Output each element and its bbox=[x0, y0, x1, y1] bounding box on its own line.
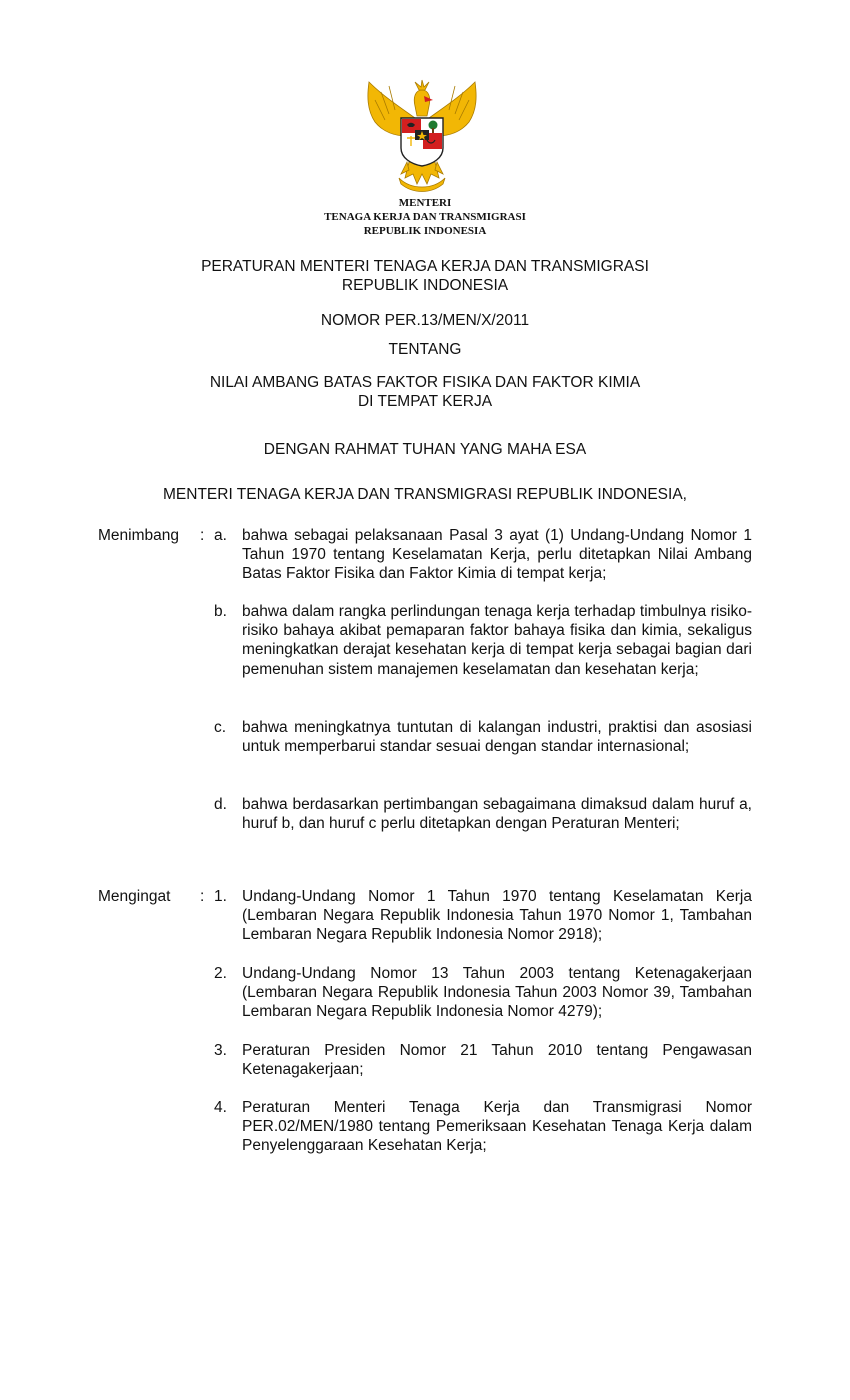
mengingat-label: Mengingat bbox=[98, 888, 171, 905]
mengingat-colon: : bbox=[200, 888, 205, 905]
menimbang-label: Menimbang bbox=[98, 527, 179, 544]
item-text: bahwa meningkatnya tuntutan di kalangan industri, praktisi dan asosiasi untuk memperbarui standar sesuai dengan standar internasional; bbox=[242, 719, 752, 756]
mengingat-item-4 bbox=[214, 1098, 752, 1156]
regulation-about: TENTANG bbox=[388, 341, 462, 358]
mengingat-item-3 bbox=[214, 1041, 752, 1079]
institution-line-2: TENAGA KERJA DAN TRANSMIGRASI bbox=[324, 211, 526, 223]
item-marker: 3. bbox=[214, 1042, 227, 1059]
institution-line-3: REPUBLIK INDONESIA bbox=[363, 225, 487, 237]
issuer-line: MENTERI TENAGA KERJA DAN TRANSMIGRASI REPUBLIK INDONESIA, bbox=[163, 486, 687, 503]
institution-line-1: MENTERI bbox=[398, 197, 452, 209]
item-marker: 1. bbox=[214, 888, 227, 905]
menimbang-item-b bbox=[214, 602, 752, 679]
item-marker: c. bbox=[214, 719, 227, 736]
divine-grace-line: DENGAN RAHMAT TUHAN YANG MAHA ESA bbox=[263, 441, 587, 458]
item-marker: d. bbox=[214, 796, 227, 813]
mengingat-item-2 bbox=[214, 964, 752, 1022]
regulation-title-line-1: PERATURAN MENTERI TENAGA KERJA DAN TRANSMIGRASI bbox=[201, 258, 649, 275]
menimbang-item-c bbox=[214, 718, 752, 756]
garuda-emblem bbox=[361, 78, 483, 194]
regulation-subject-line-2: DI TEMPAT KERJA bbox=[357, 393, 493, 410]
menimbang-item-d bbox=[214, 795, 752, 833]
item-text: bahwa sebagai pelaksanaan Pasal 3 ayat (1) Undang-Undang Nomor 1 Tahun 1970 tentang Keselamatan Kerja, perlu ditetapkan Nilai Ambang Batas Faktor Fisika dan Faktor Kimia di tempat kerja; bbox=[242, 527, 752, 583]
item-text: Undang-Undang Nomor 13 Tahun 2003 tentang Ketenagakerjaan (Lembaran Negara Republik Indonesia Tahun 2003 Nomor 39, Tambahan Lembaran Negara Republik Indonesia Nomor 4279); bbox=[242, 965, 752, 1021]
item-marker: 4. bbox=[214, 1099, 227, 1116]
item-text: bahwa dalam rangka perlindungan tenaga kerja terhadap timbulnya risiko-risiko bahaya akibat pemaparan faktor bahaya fisika dan kimia, sekaligus meningkatkan derajat kesehatan kerja di tempat kerja sebagai bagian dari pemenuhan sistem manajemen keselamatan dan kesehatan kerja; bbox=[242, 603, 752, 678]
mengingat-item-1 bbox=[214, 887, 752, 945]
item-marker: 2. bbox=[214, 965, 227, 982]
item-text: Peraturan Menteri Tenaga Kerja dan Transmigrasi Nomor PER.02/MEN/1980 tentang Pemeriksaan Kesehatan Tenaga Kerja dalam Penyelenggaraan Kesehatan Kerja; bbox=[242, 1099, 752, 1155]
regulation-number: NOMOR PER.13/MEN/X/2011 bbox=[320, 312, 530, 329]
item-text: Undang-Undang Nomor 1 Tahun 1970 tentang Keselamatan Kerja (Lembaran Negara Republik Indonesia Tahun 1970 Nomor 1, Tambahan Lembaran Negara Republik Indonesia Nomor 2918); bbox=[242, 888, 752, 944]
regulation-title-line-2: REPUBLIK INDONESIA bbox=[341, 277, 509, 294]
menimbang-item-a bbox=[214, 526, 752, 584]
item-text: Peraturan Presiden Nomor 21 Tahun 2010 tentang Pengawasan Ketenagakerjaan; bbox=[242, 1042, 752, 1079]
item-text: bahwa berdasarkan pertimbangan sebagaimana dimaksud dalam huruf a, huruf b, dan huruf c perlu ditetapkan dengan Peraturan Menteri; bbox=[242, 796, 752, 833]
item-marker: a. bbox=[214, 527, 227, 544]
regulation-subject-line-1: NILAI AMBANG BATAS FAKTOR FISIKA DAN FAKTOR KIMIA bbox=[209, 374, 641, 391]
item-marker: b. bbox=[214, 603, 227, 620]
menimbang-colon: : bbox=[200, 527, 205, 544]
